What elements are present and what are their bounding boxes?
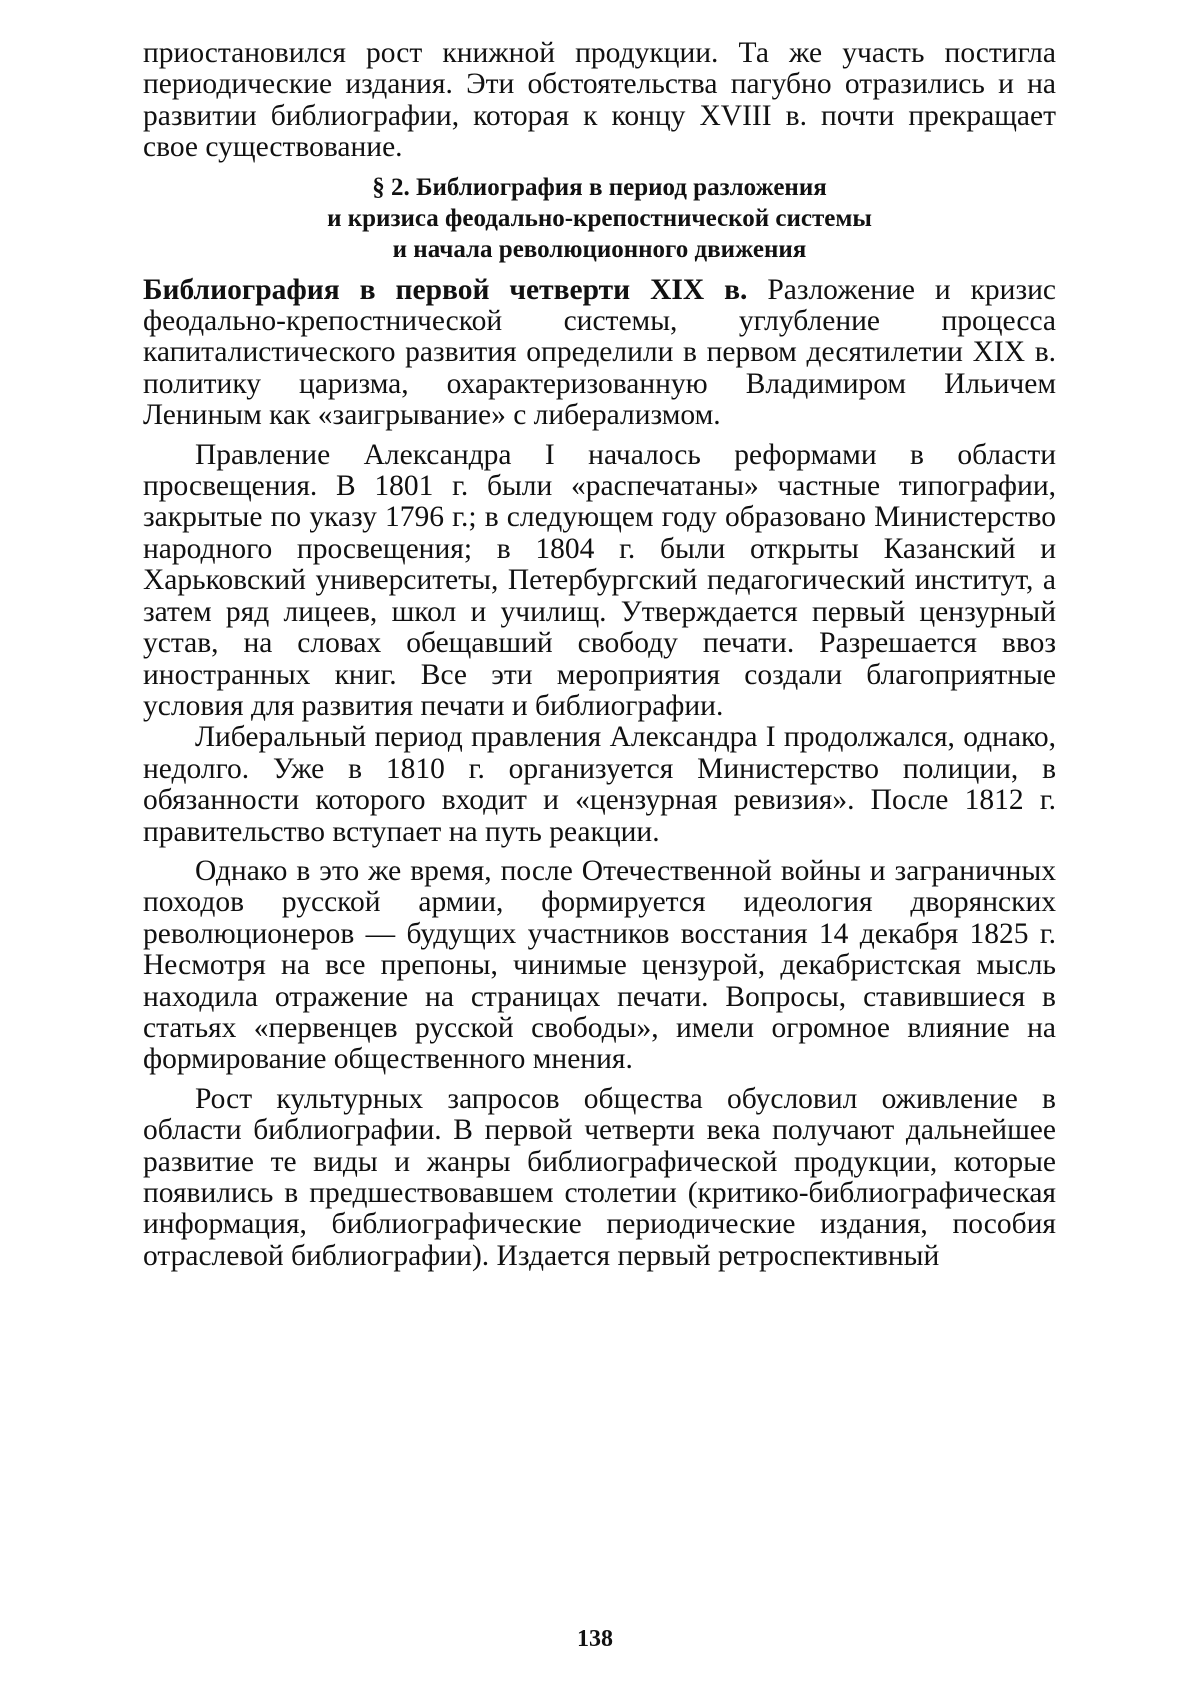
section-heading-line: и начала революционного движения [392,235,807,263]
page-number: 138 [577,1626,613,1652]
section-heading-line: § 2. Библиография в период разложения [372,173,827,201]
paragraph: Рост культурных запросов общества обусловил оживление в области библиографии. В первой четверти века получают дальнейшее развитие те виды и жанры библиографической продукции, которые появились в предшествовавшем столетии (критико-библиографическая информация, библиографические периодические издания, пособия отраслевой библиографии). Издается первый ретроспективный [143,1082,1056,1272]
section-heading-line: и кризиса феодально-крепостнической системы [327,204,872,232]
page-body [143,38,1056,1272]
run-in-title: Библиография в первой четверти XIX в. [143,273,748,306]
paragraph: Однако в это же время, после Отечественной войны и заграничных походов русской армии, формируется идеология дворянских революционеров — будущих участников восстания 14 декабря 1825 г. Несмотря на все препоны, чинимые цензурой, декабристская мысль находила отражение на страницах печати. Вопросы, ставившиеся в статьях «первенцев русской свободы», имели огромное влияние на формирование общественного мнения. [143,854,1056,1076]
paragraph-continuation: приостановился рост книжной продукции. Та же участь постигла периодические издания. Эти обстоятельства пагубно отразились и на развитии библиографии, которая к концу XVIII в. почти прекращает свое существование. [143,37,1056,164]
section-heading [143,172,1056,265]
paragraph: Правление Александра I началось реформами в области просвещения. В 1801 г. были «распечатаны» частные типографии, закрытые по указу 1796 г.; в следующем году образовано Министерство народного просвещения; в 1804 г. были открыты Казанский и Харьковский университеты, Петербургский педагогический институт, а затем ряд лицеев, школ и училищ. Утверждается первый цензурный устав, на словах обещавший свободу печати. Разрешается ввоз иностранных книг. Все эти мероприятия создали благоприятные условия для развития печати и библиографии. [143,438,1056,722]
paragraph-text: Разложение и кризис феодально-крепостнической системы, углубление процесса капиталистического развития определили в первом десятилетии XIX в. политику царизма, охарактеризованную Владимиром Ильичем Лениным как «заигрывание» с либерализмом. [143,273,1056,432]
paragraph: Либеральный период правления Александра I продолжался, однако, недолго. Уже в 1810 г. организуется Министерство полиции, в обязанности которого входит и «цензурная ревизия». После 1812 г. правительство вступает на путь реакции. [143,721,1056,848]
paragraph-with-run-in-title [143,275,1056,432]
